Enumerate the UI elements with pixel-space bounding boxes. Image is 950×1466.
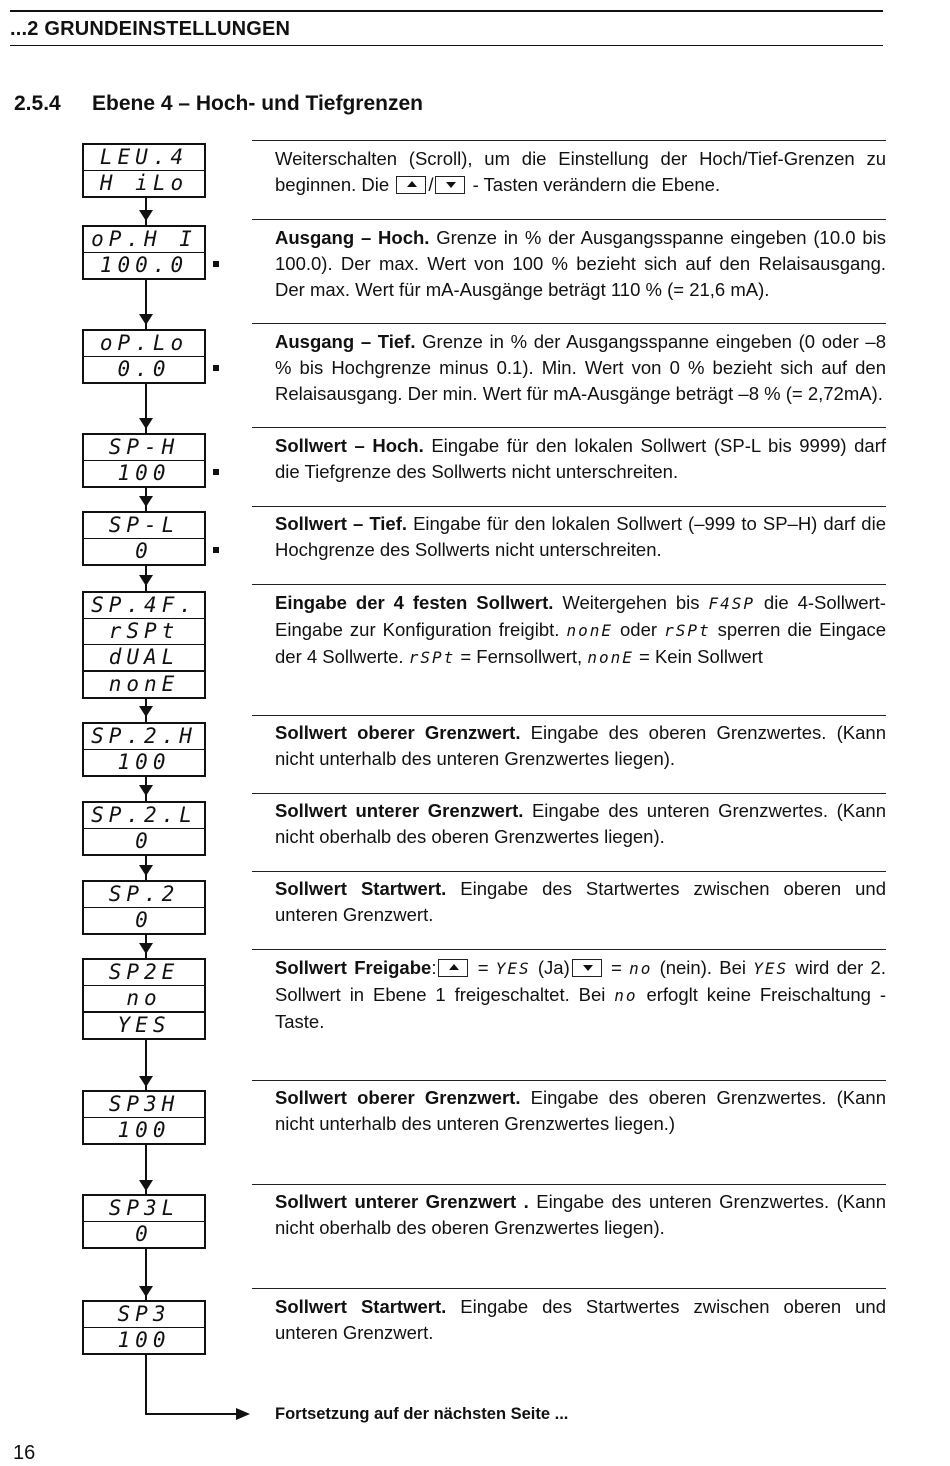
display-line: 100 (84, 1117, 204, 1143)
segment-code: nonE (587, 648, 634, 667)
flow-arrow-icon (139, 1076, 153, 1087)
step-description (275, 225, 886, 303)
segment-code: YES (495, 959, 531, 978)
description-text: Weiterschalten (Scroll), um die Einstellung der Hoch/Tief-Grenzen zu beginnen. Die (275, 148, 886, 195)
segment-code: F4SP (708, 594, 755, 613)
description-text: Weitergehen bis (553, 592, 709, 613)
display-sp2 (82, 880, 206, 935)
description-title: Sollwert Freigabe (275, 957, 432, 978)
display-line: 100 (84, 460, 204, 486)
description-text: = Kein Sollwert (633, 646, 763, 667)
description-title: Sollwert – Hoch. (275, 435, 424, 456)
flow-arrow-icon (139, 1286, 153, 1297)
display-line: SP.4F. (91, 593, 197, 617)
step-description (275, 798, 886, 850)
separator-rule (252, 427, 886, 428)
display-sp3l (82, 1194, 206, 1249)
separator-rule (252, 793, 886, 794)
display-sp-h (82, 433, 206, 488)
description-text: Eingabe des unteren Grenzwertes. (Kann nicht oberhalb des oberen Grenzwertes liegen). (275, 800, 886, 847)
description-title: Sollwert Startwert. (275, 1296, 447, 1317)
segment-code: rSPt (408, 648, 456, 667)
description-text: (nein). Bei (652, 957, 754, 978)
step-description (275, 720, 886, 772)
flow-connector (145, 1354, 147, 1414)
step-description (275, 1085, 886, 1137)
step-description (275, 1294, 886, 1346)
flow-arrow-icon (139, 1180, 153, 1191)
description-text: Eingabe des oberen Grenzwertes. (Kann nicht unterhalb des unteren Grenzwertes liegen.) (275, 1087, 886, 1134)
display-line: 0.0 (84, 356, 204, 382)
description-text: Eingabe für den lokalen Sollwert (–999 to SP–H) darf die Hochgrenze des Sollwerts nicht unterschreiten. (275, 513, 886, 560)
step-description (275, 590, 886, 671)
segment-code: YES (753, 959, 789, 978)
display-sp2e (82, 958, 206, 1040)
display-line-selected: YES (82, 1011, 206, 1040)
chapter-header: ...2 GRUNDEINSTELLUNGEN (10, 18, 291, 40)
header-rule (10, 45, 883, 46)
display-line: 0 (84, 828, 204, 854)
flow-arrow-icon (139, 314, 153, 325)
flow-arrow-icon (139, 706, 153, 717)
display-line: SP-H (108, 435, 180, 459)
display-line: oP.Lo (99, 331, 189, 355)
flow-arrow-icon (139, 418, 153, 429)
section-number: 2.5.4 (14, 92, 61, 115)
display-sp-l (82, 511, 206, 566)
step-description (275, 955, 886, 1035)
step-description (275, 146, 886, 198)
display-line-selected: nonE (82, 670, 206, 699)
display-line: rSPt (84, 618, 204, 644)
step-description (275, 329, 886, 407)
display-line: SP3 (117, 1302, 171, 1326)
description-text: sperren die Eingace der 4 Sollwerte. (275, 619, 886, 667)
step-description (275, 1189, 886, 1241)
flow-arrow-icon (139, 865, 153, 876)
description-text: Grenze in % der Ausgangsspanne eingeben (0 oder –8 % bis Hochgrenze minus 0.1). Min. Wert von 0 % bezieht sich auf den Relaisausgang. Der min. Wert für mA-Ausgänge beträgt –8 % (= 2,72mA). (275, 331, 886, 404)
display-line: 100 (84, 749, 204, 775)
display-sp4f (82, 591, 206, 699)
display-lev4 (82, 143, 206, 198)
arrow-right-icon (236, 1408, 250, 1420)
description-text: wird der 2. Sollwert in Ebene 1 freigeschaltet. Bei (275, 957, 886, 1005)
separator-rule (252, 140, 886, 141)
description-title: Sollwert – Tief. (275, 513, 408, 534)
description-text: Eingabe des Startwertes zwischen oberen und unteren Grenzwert. (275, 878, 886, 925)
step-description (275, 876, 886, 928)
up-key-icon (396, 176, 426, 194)
description-text: / (428, 174, 434, 195)
description-title: Sollwert oberer Grenzwert. (275, 722, 521, 743)
down-key-icon (435, 176, 465, 194)
step-description (275, 433, 886, 485)
description-text: : (431, 957, 437, 978)
display-line: 100 (84, 1327, 204, 1353)
display-line: SP.2 (108, 882, 180, 906)
description-text: Eingabe des oberen Grenzwertes. (Kann nicht unterhalb des unteren Grenzwertes liegen). (275, 722, 886, 769)
separator-rule (252, 219, 886, 220)
flow-arrow-icon (139, 943, 153, 954)
separator-rule (252, 506, 886, 507)
flow-arrow-icon (139, 496, 153, 507)
display-sp3h (82, 1090, 206, 1145)
marker-square-icon (213, 547, 219, 553)
page-number: 16 (13, 1442, 36, 1464)
marker-square-icon (213, 469, 219, 475)
display-line: no (84, 985, 204, 1011)
description-text: Grenze in % der Ausgangsspanne eingeben (10.0 bis 100.0). Der max. Wert von 100 % bezieht sich auf den Relaisausgang. Der max. Wert für mA-Ausgänge beträgt 110 % (= 21,6 mA). (275, 227, 886, 300)
description-title: Sollwert oberer Grenzwert. (275, 1087, 521, 1108)
flow-arrow-icon (139, 575, 153, 586)
display-sp2l (82, 801, 206, 856)
display-line: H iLo (84, 170, 204, 196)
display-line: LEU.4 (99, 145, 189, 169)
display-line: SP.2.L (91, 803, 197, 827)
down-key-icon (572, 959, 602, 977)
segment-code: rSPt (664, 621, 711, 640)
description-text: - Tasten verändern die Ebene. (472, 174, 721, 195)
display-line: 0 (84, 538, 204, 564)
separator-rule (252, 949, 886, 950)
display-sp2h (82, 722, 206, 777)
flow-arrow-icon (139, 785, 153, 796)
description-text: Eingabe für den lokalen Sollwert (SP-L bis 9999) darf die Tiefgrenze des Sollwerts nicht unterschreiten. (275, 435, 887, 482)
display-op-hi (82, 225, 206, 280)
display-line: SP2E (108, 960, 180, 984)
description-text: (Ja) (530, 957, 570, 978)
description-text: Eingabe des unteren Grenzwertes. (Kann nicht oberhalb des oberen Grenzwertes liegen). (275, 1191, 886, 1238)
separator-rule (252, 1184, 886, 1185)
description-title: Ausgang – Tief. (275, 331, 416, 352)
description-text: = Fernsollwert, (455, 646, 588, 667)
display-line: SP3H (108, 1092, 180, 1116)
step-description (275, 511, 886, 563)
marker-square-icon (213, 261, 219, 267)
section-heading (14, 92, 423, 116)
continuation-note: Fortsetzung auf der nächsten Seite ... (275, 1405, 569, 1423)
description-title: Eingabe der 4 festen Sollwert. (275, 592, 554, 613)
separator-rule (252, 871, 886, 872)
display-sp3 (82, 1300, 206, 1355)
segment-code: nonE (566, 621, 613, 640)
up-key-icon (438, 959, 468, 977)
display-op-lo (82, 329, 206, 384)
description-title: Sollwert Startwert. (275, 878, 447, 899)
description-text: die 4-Sollwert-Eingabe zur Konfiguration freigibt. (275, 592, 886, 640)
separator-rule (252, 323, 886, 324)
segment-code: no (629, 959, 653, 978)
separator-rule (252, 584, 886, 585)
separator-rule (252, 1080, 886, 1081)
segment-code: no (614, 986, 638, 1005)
display-line: SP-L (108, 513, 180, 537)
display-line: oP.H I (91, 227, 197, 251)
description-title: Sollwert unterer Grenzwert . (275, 1191, 529, 1212)
description-title: Ausgang – Hoch. (275, 227, 430, 248)
description-text: = (470, 957, 496, 978)
description-title: Sollwert unterer Grenzwert. (275, 800, 524, 821)
top-rule (10, 10, 883, 12)
flow-arrow-icon (139, 210, 153, 221)
display-line: 0 (84, 1221, 204, 1247)
display-line: SP3L (108, 1196, 180, 1220)
description-text: Eingabe des Startwertes zwischen oberen und unteren Grenzwert. (275, 1296, 886, 1343)
description-text: oder (612, 619, 665, 640)
display-line: 100.0 (84, 252, 204, 278)
marker-square-icon (213, 365, 219, 371)
separator-rule (252, 715, 886, 716)
display-line: SP.2.H (91, 724, 197, 748)
display-line: 0 (84, 907, 204, 933)
flow-connector (145, 1413, 238, 1415)
display-line: dUAL (84, 644, 204, 670)
description-text: erfoglt keine Freischaltung -Taste. (275, 984, 886, 1032)
separator-rule (252, 1288, 886, 1289)
description-text: = (603, 957, 630, 978)
section-title: Ebene 4 – Hoch- und Tiefgrenzen (92, 92, 423, 115)
